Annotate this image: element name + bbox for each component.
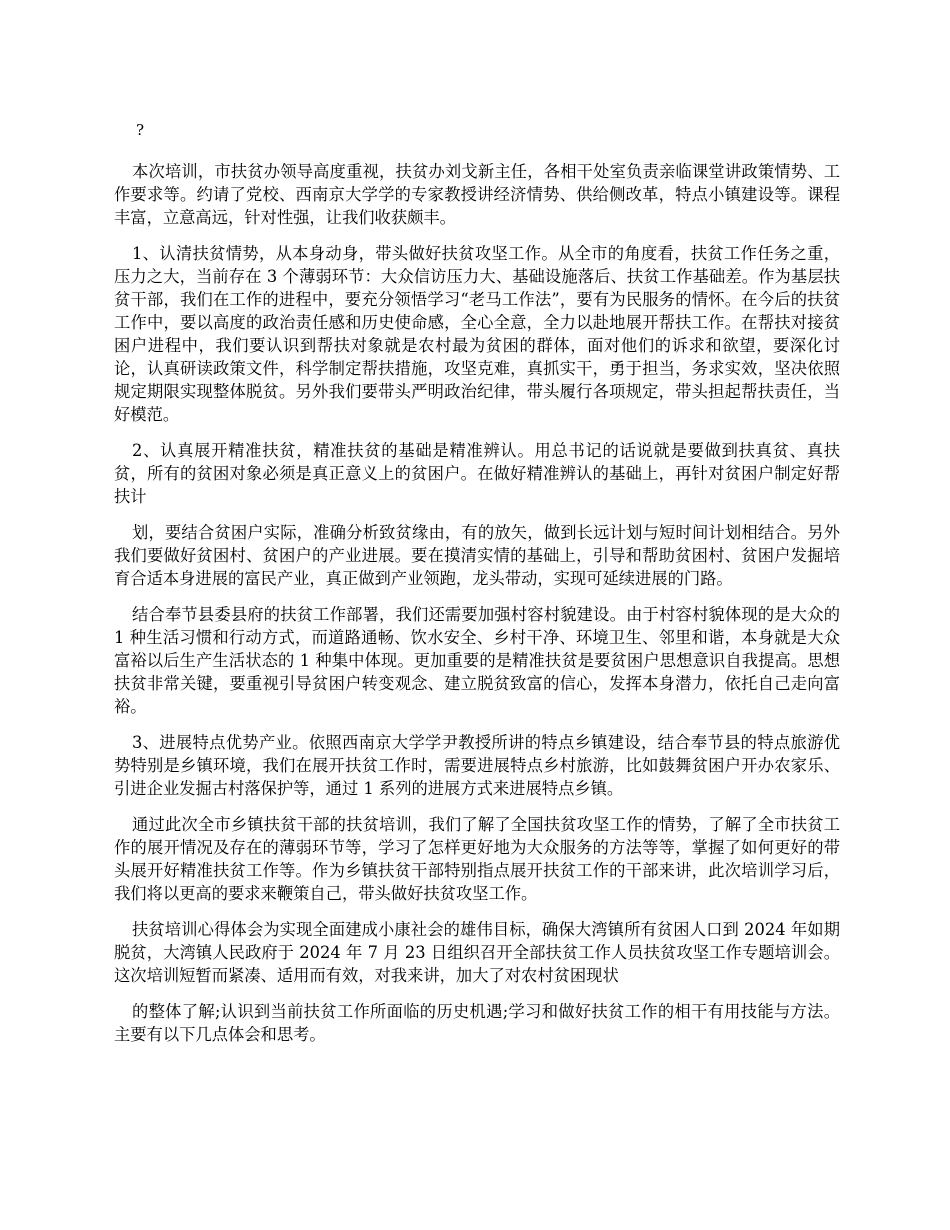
paragraph-point-2: 2、认真展开精准扶贫，精准扶贫的基础是精准辨认。用总书记的话说就是要做到扶真贫、真扶贫，所有的贫困对象必须是真正意义上的贫困户。在做好精准辨认的基础上，再针对贫困户制定好帮扶计 xyxy=(114,441,840,506)
paragraph-point-1: 1、认清扶贫情势，从本身动身，带头做好扶贫攻坚工作。从全市的角度看，扶贫工作任务之重，压力之大，当前存在 3 个薄弱环节：大众信访压力大、基础设施落后、扶贫工作基础差。作为基层扶贫干部，我们在工作的进程中，要充分领悟学习“老马工作法”，要有为民服务的情怀。在今后的扶贫工作中，要以高度的政治责任感和历史使命感，全心全意，全力以赴地展开帮扶工作。在帮扶对接贫困户进程中，我们要认识到帮扶对象就是农村最为贫困的群体，面对他们的诉求和欲望，要深化讨论，认真研读政策文件，科学制定帮扶措施，攻坚克难，真抓实干，勇于担当，务求实效，坚决依照规定期限实现整体脱贫。另外我们要带头严明政治纪律，带头履行各项规定，带头担起帮扶责任，当好模范。 xyxy=(114,244,840,424)
paragraph-point-3: 3、进展特点优势产业。依照西南京大学学尹教授所讲的特点乡镇建设，结合奉节县的特点旅游优势特别是乡镇环境，我们在展开扶贫工作时，需要进展特点乡村旅游，比如鼓舞贫困户开办农家乐、引进企业发掘古村落保护等，通过 1 系列的进展方式来进展特点乡镇。 xyxy=(114,733,840,798)
paragraph-intro: 本次培训，市扶贫办领导高度重视，扶贫办刘戈新主任，各相干处室负责亲临课堂讲政策情势、工作要求等。约请了党校、西南京大学学的专家教授讲经济情势、供给侧改革，特点小镇建设等。课程丰富，立意高远，针对性强，让我们收获颇丰。 xyxy=(114,162,840,227)
paragraph-point-2-continued: 划，要结合贫困户实际，准确分析致贫缘由，有的放矢，做到长远计划与短时间计划相结合。另外我们要做好贫困村、贫困户的产业进展。要在摸清实情的基础上，引导和帮助贫困村、贫困户发掘培育合适本身进展的富民产业，真正做到产业领跑，龙头带动，实现可延续进展的门路。 xyxy=(114,523,840,588)
question-marker: ? xyxy=(136,121,145,139)
paragraph-village-appearance: 结合奉节县委县府的扶贫工作部署，我们还需要加强村容村貌建设。由于村容村貌体现的是大众的 1 种生活习惯和行动方式，而道路通畅、饮水安全、乡村干净、环境卫生、邻里和谐，本身就是大众富裕以后生产生活状态的 1 种集中体现。更加重要的是精准扶贫是要贫困户思想意识自我提高。思想扶贫非常关键，要重视引导贫困户转变观念、建立脱贫致富的信心，发挥本身潜力，依托自己走向富裕。 xyxy=(114,605,840,716)
paragraph-summary: 通过此次全市乡镇扶贫干部的扶贫培训，我们了解了全国扶贫攻坚工作的情势，了解了全市扶贫工作的展开情况及存在的薄弱环节等，学习了怎样更好地为大众服务的方法等等，掌握了如何更好的带头展开好精准扶贫工作等。作为乡镇扶贫干部特别指点展开扶贫工作的干部来讲，此次培训学习后，我们将以更高的要求来鞭策自己，带头做好扶贫攻坚工作。 xyxy=(114,815,840,903)
paragraph-training-report-continued: 的整体了解;认识到当前扶贫工作所面临的历史机遇;学习和做好扶贫工作的相干有用技能与方法。主要有以下几点体会和思考。 xyxy=(114,1002,840,1044)
document-page xyxy=(114,120,840,1059)
paragraph-training-report: 扶贫培训心得体会为实现全面建成小康社会的雄伟目标，确保大湾镇所有贫困人口到 2024 年如期脱贫，大湾镇人民政府于 2024 年 7 月 23 日组织召开全部扶贫工作人员扶贫攻坚工作专题培训会。这次培训短暂而紧凑、适用而有效，对我来讲，加大了对农村贫困现状 xyxy=(114,920,840,985)
